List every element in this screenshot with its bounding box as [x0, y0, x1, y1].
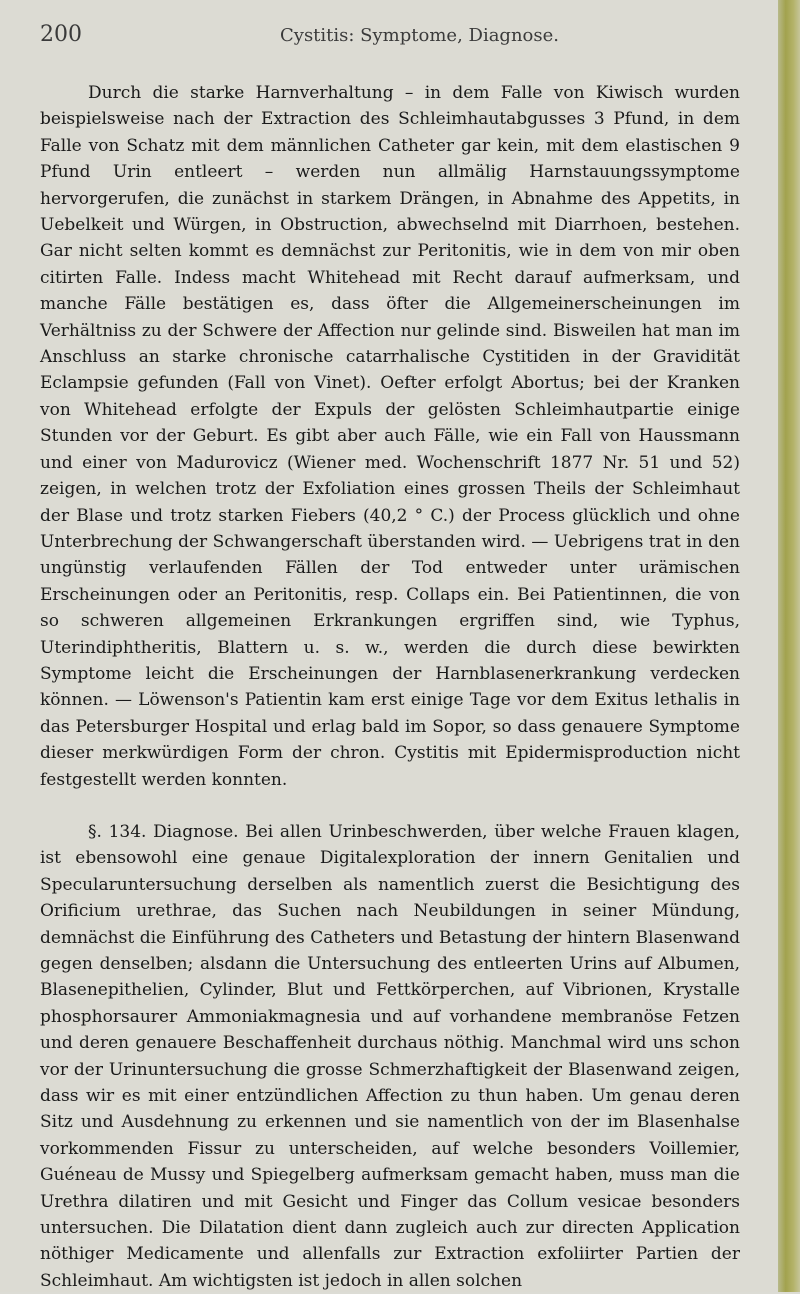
paragraph-symptoms: Durch die starke Harnverhaltung – in dem Falle von Kiwisch wurden beispielsweise nach der Extraction des Schleimhautabgusses 3 Pfund, in dem Falle von Schatz mit dem männlichen Catheter gar kein, mit dem elastischen 9 Pfund Urin entleert – werden nun allmälig Harnstauungssymptome hervorgerufen, die zunächst in starkem Drängen, in Abnahme des Appetits, in Uebelkeit und Würgen, in Obstruction, abwechselnd mit Diarrhoen, bestehen. Gar nicht selten kommt es demnächst zur Peritonitis, wie in dem von mir oben citirten Falle. Indess macht Whitehead mit Recht darauf aufmerksam, und manche Fälle bestätigen es, dass öfter die Allgemeinerscheinungen im Verhältniss zu der Schwere der Affection nur gelinde sind. Bisweilen hat man im Anschluss an starke chronische catarrhalische Cystitiden in der Gravidität Eclampsie gefunden (Fall von Vinet). Oefter erfolgt Abortus; bei der Kranken von Whitehead erfolgte der Expuls der gelösten Schleimhautpartie einige Stunden vor der Geburt. Es gibt aber auch Fälle, wie ein Fall von Haussmann und einer von Madurovicz (Wiener med. Wochenschrift 1877 Nr. 51 und 52) zeigen, in welchen trotz der Exfoliation eines grossen Theils der Schleimhaut der Blase und trotz starken Fiebers (40,2 ° C.) der Process glücklich und ohne Unterbrechung der Schwangerschaft überstanden wird. — Uebrigens trat in den ungünstig verlaufenden Fällen der Tod entweder unter urämischen Erscheinungen oder an Peritonitis, resp. Collaps ein. Bei Patientinnen, die von so schweren allgemeinen Erkrankungen ergriffen sind, wie Typhus, Uterindiphtheritis, Blattern u. s. w., werden die durch diese bewirkten Symptome leicht die Erscheinungen der Harnblasenerkrankung verdecken können. — Löwenson's Patientin kam erst einige Tage vor dem Exitus lethalis in das Petersburger Hospital und erlag bald im Sopor, so dass genauere Symptome dieser merkwürdigen Form der chron. Cystitis mit Epidermisproduction nicht festgestellt werden konnten. — [40, 83, 740, 790]
page-header — [40, 22, 730, 56]
page-edge — [778, 0, 800, 1292]
paragraph-diagnosis: §. 134. Diagnose. Bei allen Urinbeschwerden, über welche Frauen klagen, ist ebensowohl eine genaue Digitalexploration der innern Genitalien und Specularuntersuchung derselben als namentlich zuerst die Besichtigung des Orificium urethrae, das Suchen nach Neubildungen in seiner Mündung, demnächst die Einführung des Catheters und Betastung der hintern Blasenwand gegen denselben; alsdann die Untersuchung des entleerten Urins auf Albumen, Blasenepithelien, Cylinder, Blut und Fettkörperchen, auf Vibrionen, Krystalle phosphorsaurer Ammoniakmagnesia und auf vorhandene membranöse Fetzen und deren genauere Beschaffenheit durchaus nöthig. Manchmal wird uns schon vor der Urinuntersuchung die grosse Schmerzhaftigkeit der Blasenwand zeigen, dass wir es mit einer entzündlichen Affection zu thun haben. Um genau deren Sitz und Ausdehnung zu erkennen und sie namentlich von der im Blasenhalse vorkommenden Fissur zu unterscheiden, auf welche besonders Voillemier, Guéneau de Mussy und Spiegelberg aufmerksam gemacht haben, muss man die Urethra dilatiren und mit Gesicht und Finger das Collum vesicae besonders untersuchen. Die Dilatation dient dann zugleich auch zur directen Application nöthiger Medicamente und allenfalls zur Extraction exfoliirter Partien der Schleimhaut. Am wichtigsten ist jedoch in allen solchen — [40, 821, 740, 1291]
body-text — [40, 80, 740, 1294]
running-head: Cystitis: Symptome, Diagnose. — [280, 25, 559, 46]
page-number: 200 — [40, 22, 82, 47]
